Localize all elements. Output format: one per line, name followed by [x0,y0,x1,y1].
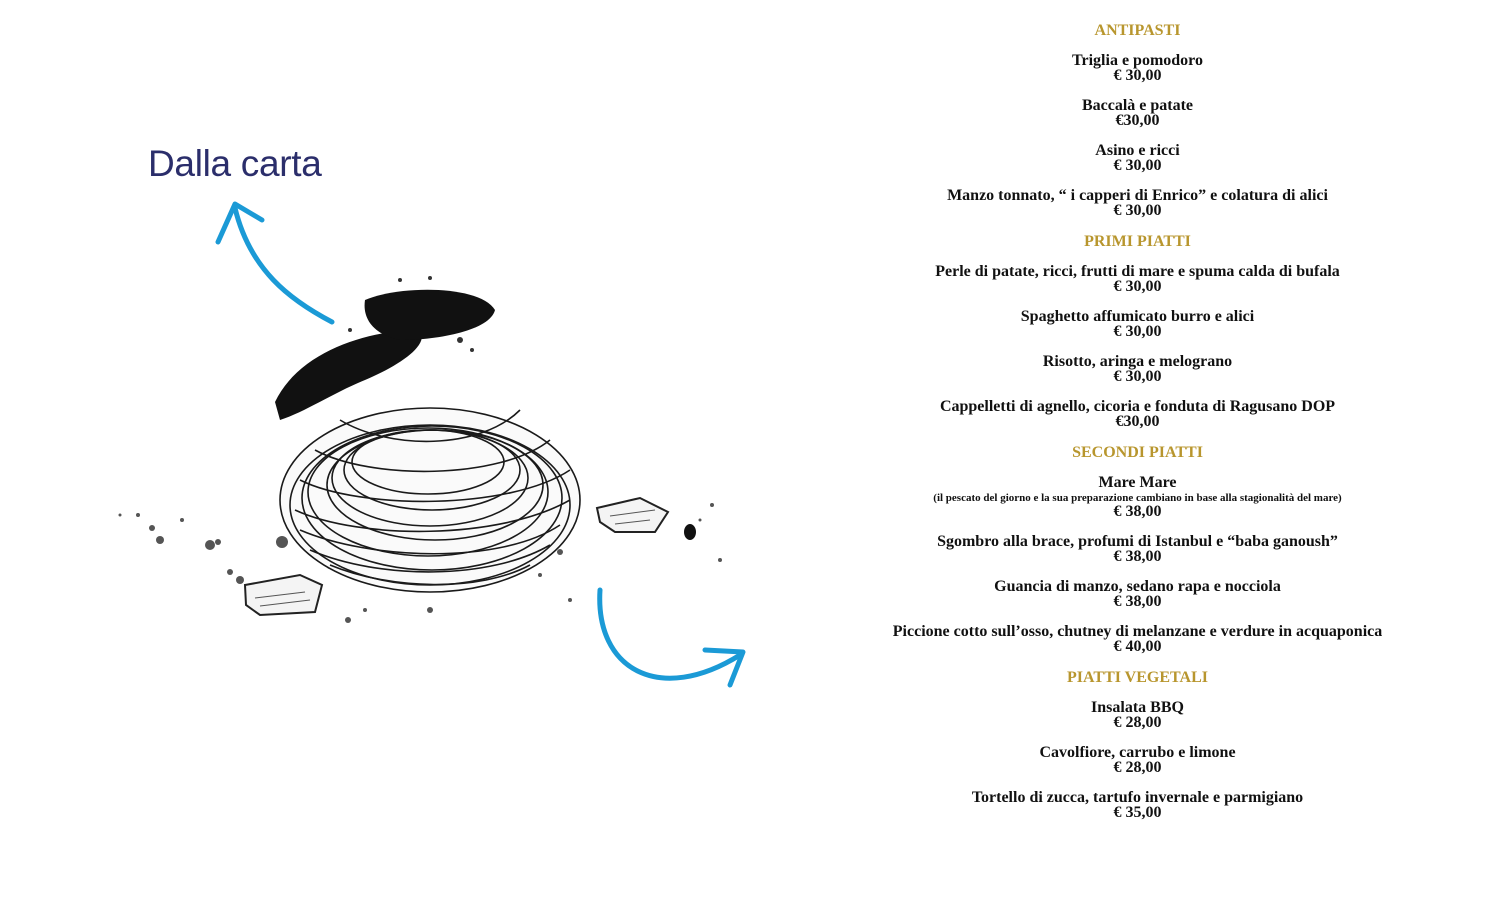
item-name: Risotto, aringa e melograno [1042,353,1233,370]
menu-item [850,309,1425,339]
item-price: € 28,00 [1113,759,1162,776]
item-name: Piccione cotto sull’osso, chutney di melanzane e verdure in acquaponica [892,623,1383,640]
menu-item [850,53,1425,83]
item-price: € 40,00 [1113,638,1162,655]
item-name: Spaghetto affumicato burro e alici [1020,308,1255,325]
menu-section-secondi [850,444,1425,654]
menu-item [850,534,1425,564]
item-price: € 38,00 [1113,503,1162,520]
item-price: € 35,00 [1113,804,1162,821]
section-title: PRIMI PIATTI [1084,233,1191,250]
item-price: € 38,00 [1113,548,1162,565]
menu-item [850,264,1425,294]
item-price: € 30,00 [1113,157,1162,174]
menu-item [850,399,1425,429]
menu-item [850,143,1425,173]
item-name: Guancia di manzo, sedano rapa e nocciola [994,578,1281,595]
section-title: SECONDI PIATTI [1072,444,1203,461]
menu-item [850,579,1425,609]
menu-item [850,475,1425,519]
menu-item [850,700,1425,730]
item-name: Manzo tonnato, “ i capperi di Enrico” e colatura di alici [947,187,1328,204]
item-price: € 30,00 [1113,368,1162,385]
item-price: € 38,00 [1113,593,1162,610]
menu-item [850,790,1425,820]
item-price: € 28,00 [1113,714,1162,731]
section-title: ANTIPASTI [1094,22,1181,39]
item-price: € 30,00 [1113,278,1162,295]
spaghetti-nest [280,408,580,592]
menu-item [850,624,1425,654]
item-name: Cappelletti di agnello, cicoria e fonduta di Ragusano DOP [939,398,1336,415]
menu-section-vegetali [850,669,1425,820]
item-name: Insalata BBQ [1091,699,1184,716]
menu-item [850,745,1425,775]
item-price: € 30,00 [1113,67,1162,84]
arrow-up-left-icon [218,204,332,322]
menu-item [850,98,1425,128]
menu [850,22,1425,835]
item-note: (il pescato del giorno e la sua preparazione cambiano in base alla stagionalità del mare) [933,492,1342,504]
menu-item [850,188,1425,218]
item-name: Triglia e pomodoro [1072,52,1203,69]
arrow-right-icon [600,590,743,685]
item-name: Baccalà e patate [1081,97,1194,114]
item-name: Cavolfiore, carrubo e limone [1039,744,1236,761]
section-title: PIATTI VEGETALI [1067,669,1208,686]
spaghetti-illustration [100,180,780,720]
menu-section-primi [850,233,1425,429]
item-name: Tortello di zucca, tartufo invernale e parmigiano [971,789,1304,806]
menu-section-antipasti [850,22,1425,218]
page-title: Dalla carta [148,143,322,184]
item-price: € 30,00 [1113,323,1162,340]
item-name: Perle di patate, ricci, frutti di mare e spuma calda di bufala [935,263,1340,280]
item-price: €30,00 [1115,413,1160,430]
item-name: Sgombro alla brace, profumi di Istanbul e “baba ganoush” [937,533,1338,550]
item-name: Asino e ricci [1095,142,1180,159]
item-name: Mare Mare [1098,474,1177,491]
menu-item [850,354,1425,384]
item-price: €30,00 [1115,112,1160,129]
item-price: € 30,00 [1113,202,1162,219]
